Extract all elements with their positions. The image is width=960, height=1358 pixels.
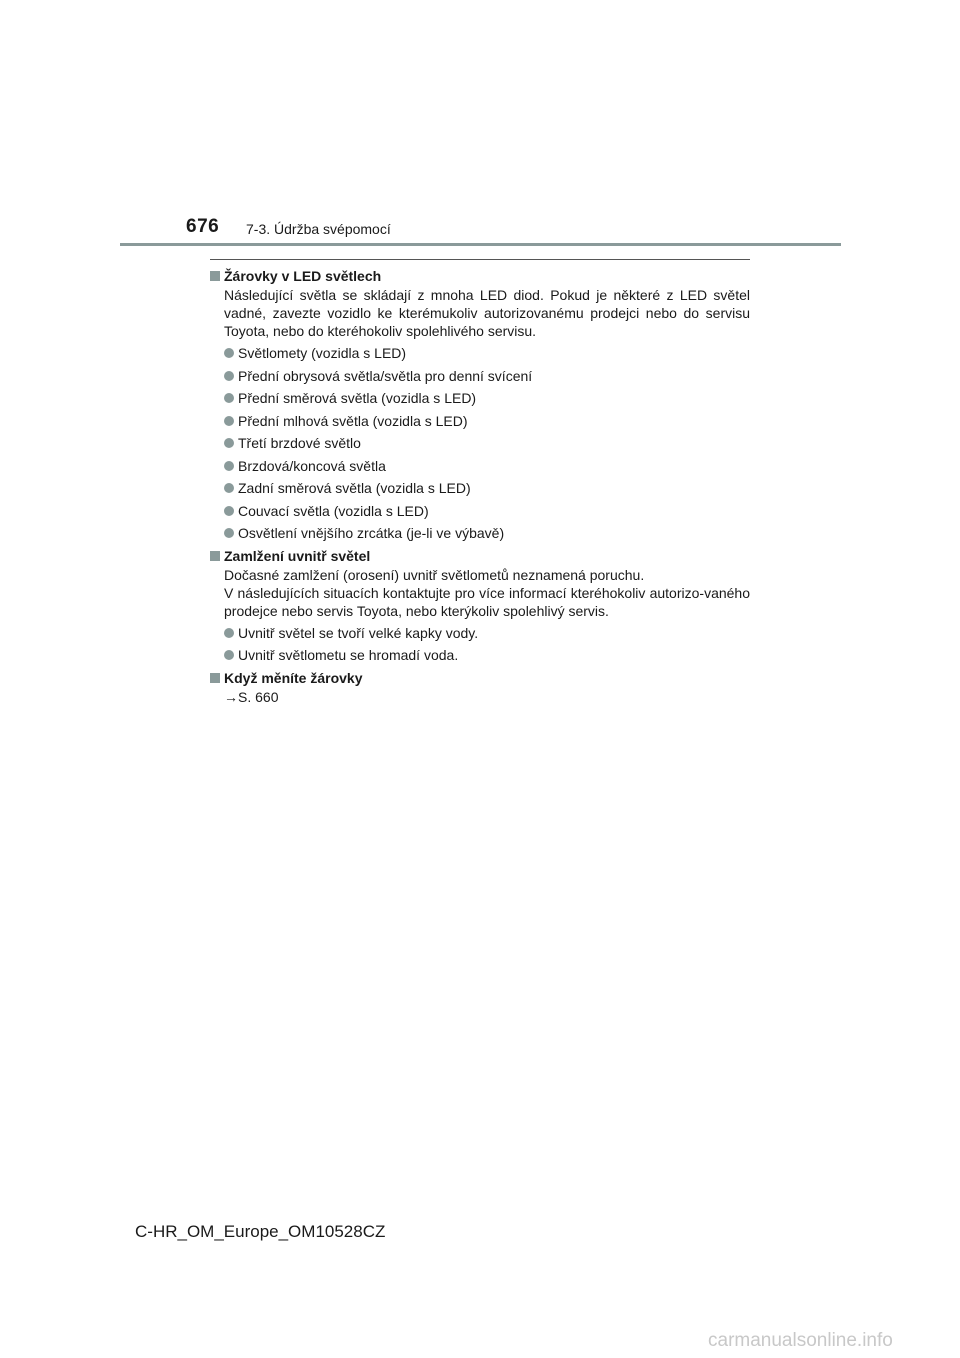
paragraph: V následujících situacích kontaktujte pro více informací kteréhokoliv autorizo-vaného prodejce nebo servis Toyota, nebo kterýkoliv spolehlivý servis. [224, 584, 750, 619]
circle-bullet-icon [224, 650, 234, 660]
circle-bullet-icon [224, 416, 234, 426]
list-item-text: Přední mlhová světla (vozidla s LED) [238, 412, 468, 429]
list-item [210, 624, 750, 642]
circle-bullet-icon [224, 371, 234, 381]
square-bullet-icon [210, 673, 220, 683]
circle-bullet-icon [224, 348, 234, 358]
list-item [210, 524, 750, 542]
content-area [210, 259, 750, 706]
section-heading-led-bulbs [210, 267, 750, 285]
circle-bullet-icon [224, 628, 234, 638]
list-item-text: Třetí brzdové světlo [238, 435, 361, 451]
page-header [0, 0, 960, 250]
circle-bullet-icon [224, 483, 234, 493]
header-rule [120, 243, 841, 246]
list-item-text: Zadní směrová světla (vozidla s LED) [238, 480, 471, 496]
square-bullet-icon [210, 551, 220, 561]
heading-text: Když měníte žárovky [224, 669, 363, 686]
watermark: carmanualsonline.info [708, 1330, 893, 1351]
list-item-text: Brzdová/koncová světla [238, 457, 386, 474]
list-item [210, 479, 750, 497]
list-item [210, 344, 750, 362]
list-item [210, 457, 750, 475]
section-title: 7-3. Údržba svépomocí [246, 221, 391, 237]
list-item [210, 389, 750, 407]
page-reference-link[interactable]: →S. 660 [224, 688, 279, 705]
list-item [210, 646, 750, 664]
paragraph: Následující světla se skládají z mnoha LED diod. Pokud je některé z LED světel vadné, zavezte vozidlo ke kterémukoliv autorizovanému prodejci nebo do servisu Toyota, nebo do kteréhokoliv spolehlivého servisu. [224, 287, 750, 339]
section-heading-fogging [210, 547, 750, 565]
heading-text: Zamlžení uvnitř světel [224, 547, 371, 564]
square-bullet-icon [210, 271, 220, 281]
list-item-text: Přední směrová světla (vozidla s LED) [238, 390, 477, 406]
list-item [210, 367, 750, 385]
list-item-text: Uvnitř světel se tvoří velké kapky vody. [238, 624, 479, 641]
section-heading-bulb-change [210, 669, 750, 687]
page-number: 676 [186, 216, 220, 237]
list-item [210, 502, 750, 520]
list-item [210, 412, 750, 430]
paragraph: Dočasné zamlžení (orosení) uvnitř světlometů neznamená poruchu. [224, 566, 645, 583]
document-code: C-HR_OM_Europe_OM10528CZ [135, 1222, 386, 1241]
circle-bullet-icon [224, 438, 234, 448]
heading-text: Žárovky v LED světlech [224, 268, 382, 284]
circle-bullet-icon [224, 506, 234, 516]
list-item-text: Uvnitř světlometu se hromadí voda. [238, 647, 459, 663]
list-item-text: Světlomety (vozidla s LED) [238, 345, 407, 361]
circle-bullet-icon [224, 393, 234, 403]
list-item-text: Osvětlení vnějšího zrcátka (je-li ve výbavě) [238, 525, 505, 541]
list-item-text: Couvací světla (vozidla s LED) [238, 502, 429, 519]
circle-bullet-icon [224, 461, 234, 471]
list-item-text: Přední obrysová světla/světla pro denní svícení [238, 367, 533, 384]
list-item [210, 434, 750, 452]
circle-bullet-icon [224, 528, 234, 538]
